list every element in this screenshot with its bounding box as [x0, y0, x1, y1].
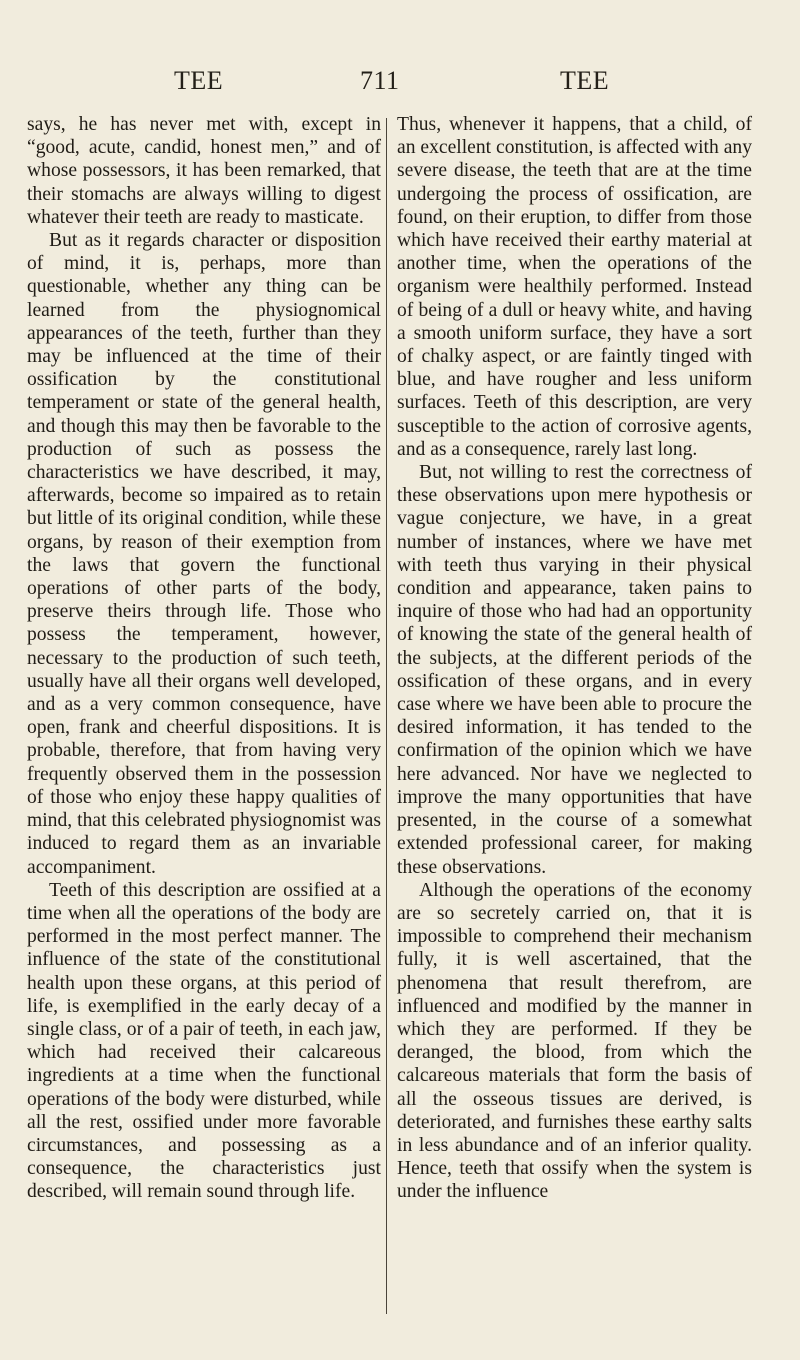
left-paragraph-3: Teeth of this description are ossified at a time when all the operations of the body are performed in the most perfect manner. The influence of the state of the constitutional health upon these organs, at this period of life, is exemplified in the early decay of a single class, or of a pair of teeth, in each jaw, which had received their calcareous ingredients at a time when the functional operations of the body were disturbed, while all the rest, ossified under more favorable circumstances, and possessing as a consequence, the characteristics just described, will remain sound through life.: [27, 879, 381, 1203]
right-paragraph-3: Although the operations of the economy are so secretely carried on, that it is impossible to comprehend their mechanism fully, it is well ascertained, that the phenomena that result therefrom, are influenced and modified by the manner in which they are performed. If they be deranged, the blood, from which the calcareous materials that form the basis of all the osseous tissues are derived, is deteriorated, and furnishes these earthy salts in less abundance and of an inferior quality. Hence, teeth that ossify when the system is under the influence: [397, 879, 752, 1203]
left-paragraph-2: But as it regards character or disposition of mind, it is, perhaps, more than questionable, whether any thing can be learned from the physiognomical appearances of the teeth, further than they may be influenced at the time of their ossification by the constitutional temperament or state of the general health, and though this may then be favorable to the production of such as possess the characteristics we have described, it may, afterwards, become so impaired as to retain but little of its original condition, while these organs, by reason of their exemption from the laws that govern the functional operations of other parts of the body, preserve theirs through life. Those who possess the temperament, however, necessary to the production of such teeth, usually have all their organs well developed, and as a very common consequence, have open, frank and cheerful dispositions. It is probable, therefore, that from having very frequently observed them in the possession of those who enjoy these happy qualities of mind, that this celebrated physiognomist was induced to regard them as an invariable accompaniment.: [27, 230, 381, 878]
right-paragraph-2: But, not willing to rest the correctness of these observations upon mere hypothesis or vague conjecture, we have, in a great number of instances, where we have met with teeth thus varying in their physical condition and appearance, taken pains to inquire of those who had had an opportunity of knowing the state of the general health of the subjects, at the different periods of the ossification of these organs, and in every case where we have been able to procure the desired information, it has tended to the confirmation of the opinion which we have here advanced. Nor have we neglected to improve the many opportunities that have presented, in the course of a somewhat extended professional career, for making these observations.: [397, 462, 752, 878]
right-paragraph-1: Thus, whenever it happens, that a child, of an excellent constitution, is affected with any severe disease, the teeth that are at the time undergoing the process of ossification, are found, on their eruption, to differ from those which have received their earthy material at another time, when the operations of the organism were healthily performed. Instead of being of a dull or heavy white, and having a smooth uniform surface, they have a sort of chalky aspect, or are faintly tinged with blue, and have rougher and less uniform surfaces. Teeth of this description, are very susceptible to the action of corrosive agents, and as a consequence, rarely last long.: [397, 114, 752, 460]
left-paragraph-1: says, he has never met with, except in “good, acute, candid, honest men,” and of whose possessors, it has been remarked, that their stomachs are always willing to digest whatever their teeth are ready to masticate.: [27, 114, 381, 228]
page-number: 711: [360, 66, 400, 95]
running-head: [0, 66, 800, 96]
right-column: [397, 113, 752, 1204]
left-column: [27, 113, 381, 1204]
header-left-word: TEE: [174, 66, 224, 95]
header-right-word: TEE: [560, 66, 610, 95]
column-divider: [386, 118, 387, 1314]
